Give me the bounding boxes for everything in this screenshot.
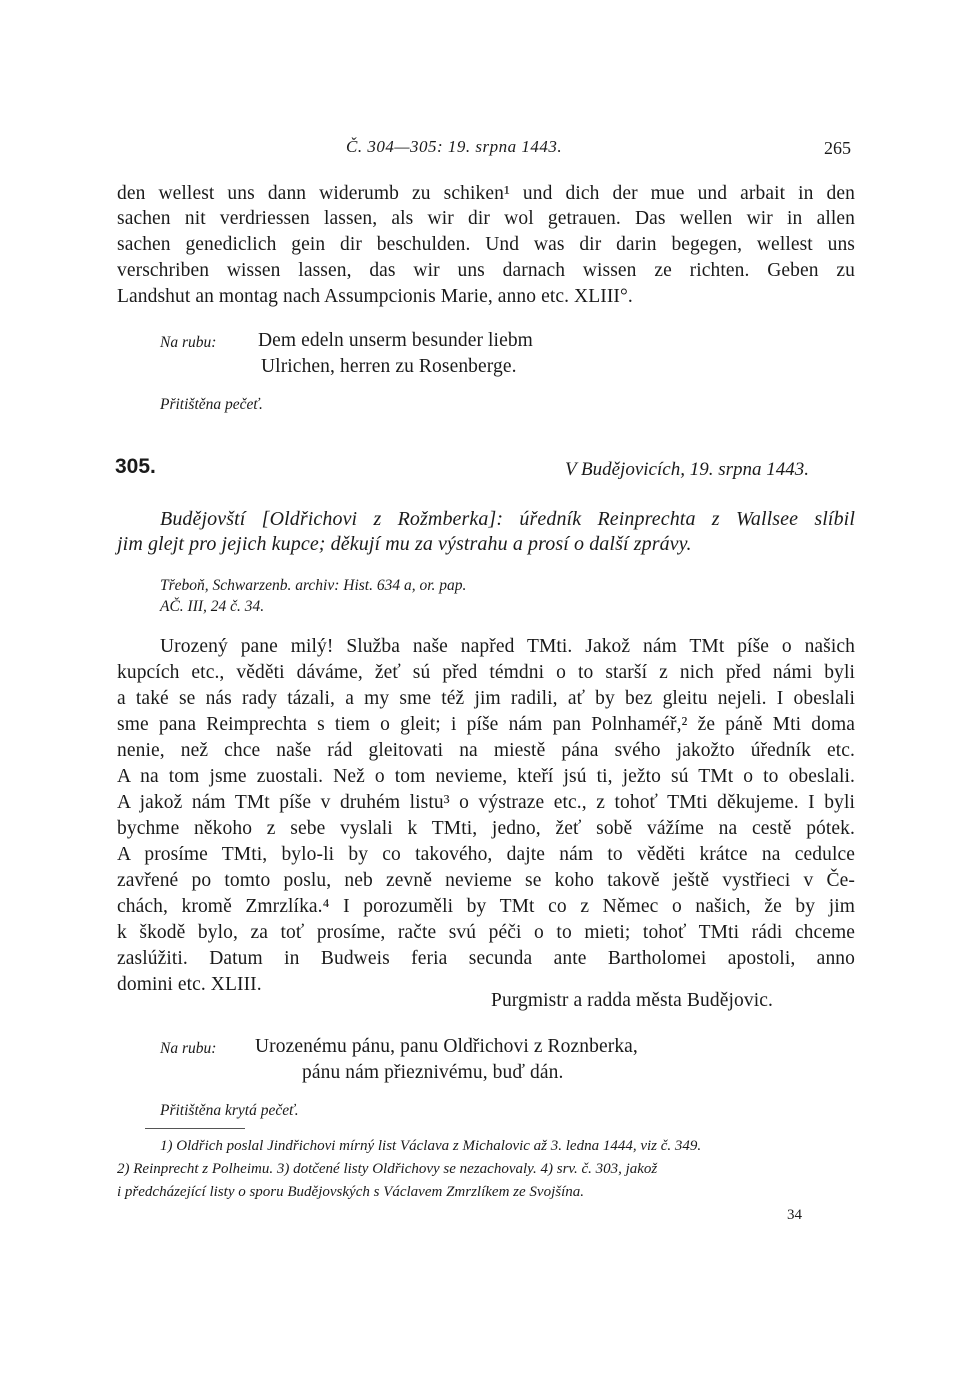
running-header: Č. 304—305: 19. srpna 1443.: [346, 137, 563, 156]
text-line: sachen nit verdriessen lassen, als wir dir wol getrauen. Das wellen wir in allen: [117, 208, 855, 229]
regest-line: jim glejt pro jejich kupce; děkují mu za výstrahu a prosí o další zprávy.: [117, 533, 692, 555]
address-label: Na rubu:: [160, 1040, 217, 1057]
page-number: 265: [824, 138, 851, 158]
text-line: sme pana Reimprechta s tiem o gleit; i píše nám pan Polnhaméř,² že páně Mti doma: [117, 714, 855, 735]
seal-note: Přitištěna pečeť.: [160, 396, 263, 413]
address-label: Na rubu:: [160, 334, 217, 351]
text-line: A na tom jsme zuostali. Než o tom nevieme, kteří jsú ti, ježto sú TMt o to obeslali.: [117, 766, 855, 787]
text-line: kupcích etc., věděti dáváme, žeť sú před témdni o to starší z nich před námi byli: [117, 662, 855, 683]
text-line: den wellest uns dann widerumb zu schiken¹ und dich der mue und arbait in den: [117, 183, 855, 204]
text-line: chách, kromě Zmrzlíka.⁴ I porozuměli by TMt co z Němec o našich, že by jim: [117, 896, 855, 917]
address-line: Urozenému pánu, panu Oldřichovi z Roznberka,: [255, 1036, 638, 1057]
address-line: pánu nám přieznivému, buď dán.: [302, 1062, 564, 1083]
source-note: Třeboň, Schwarzenb. archiv: Hist. 634 a, or. pap.: [160, 577, 467, 594]
footnote-divider: [145, 1128, 245, 1129]
text-line: A jakož nám TMt píše v druhém listu³ o výstraze etc., z tohoť TMti děkujeme. I byli: [117, 792, 855, 813]
text-line: Landshut an montag nach Assumpcionis Marie, anno etc. XLIII°.: [117, 286, 633, 307]
text-line: verschriben wissen lassen, das wir uns darnach wissen ze richten. Geben zu: [117, 260, 855, 281]
seal-note: Přitištěna krytá pečeť.: [160, 1102, 299, 1119]
address-line: Ulrichen, herren zu Rosenberge.: [261, 356, 517, 377]
text-line: Urozený pane milý! Služba naše napřed TMti. Jakož nám TMt píše o našich: [160, 636, 855, 657]
regest-line: Budějovští [Oldřichovi z Rožmberka]: úředník Reinprechta z Wallsee slíbil: [160, 508, 855, 530]
source-note: AČ. III, 24 č. 34.: [160, 598, 265, 615]
footnote-line: 1) Oldřich poslal Jindřichovi mírný list Václava z Michalovic až 3. ledna 1444, viz č. 349.: [160, 1138, 702, 1154]
text-line: nenie, než chce naše rád gleitovati na miestě pána svého jakožto úředník etc.: [117, 740, 855, 761]
footnote-line: i předcházející listy o sporu Budějovských s Václavem Zmrzlíkem ze Svojšína.: [117, 1184, 584, 1200]
footnote-line: 2) Reinprecht z Polheimu. 3) dotčené listy Oldřichovy se nezachovaly. 4) srv. č. 303, jakož: [117, 1161, 658, 1177]
address-line: Dem edeln unserm besunder liebm: [258, 330, 533, 351]
signature-mark: 34: [787, 1207, 802, 1223]
text-line: a také se nás rady tázali, a my sme též jim radili, ať by bez gleitu nejeli. I obeslali: [117, 688, 855, 709]
text-line: k škodě bylo, za toť prosíme, račte svú péči o to mieti; tohoť TMti rádi chceme: [117, 922, 855, 943]
text-line: sachen genediclich gein dir beschulden. Und was dir darin begegen, wellest uns: [117, 234, 855, 255]
signature: Purgmistr a radda města Budějovic.: [491, 990, 773, 1011]
document-number: 305.: [115, 455, 156, 478]
text-line: bychme někoho z sebe vyslali k TMti, jedno, žeť sobě vážíme na cestě pótek.: [117, 818, 855, 839]
text-line: domini etc. XLIII.: [117, 974, 262, 995]
place-date: V Budějovicích, 19. srpna 1443.: [565, 459, 809, 480]
text-line: zaslúžiti. Datum in Budweis feria secunda ante Bartholomei apostoli, anno: [117, 948, 855, 969]
text-line: zavřené po tomto poslu, neb zevně nevieme se koho takově ještě vystřieci v Če-: [117, 870, 855, 891]
text-line: A prosíme TMti, bylo-li by co takového, dajte nám to věděti krátce na cedulce: [117, 844, 855, 865]
